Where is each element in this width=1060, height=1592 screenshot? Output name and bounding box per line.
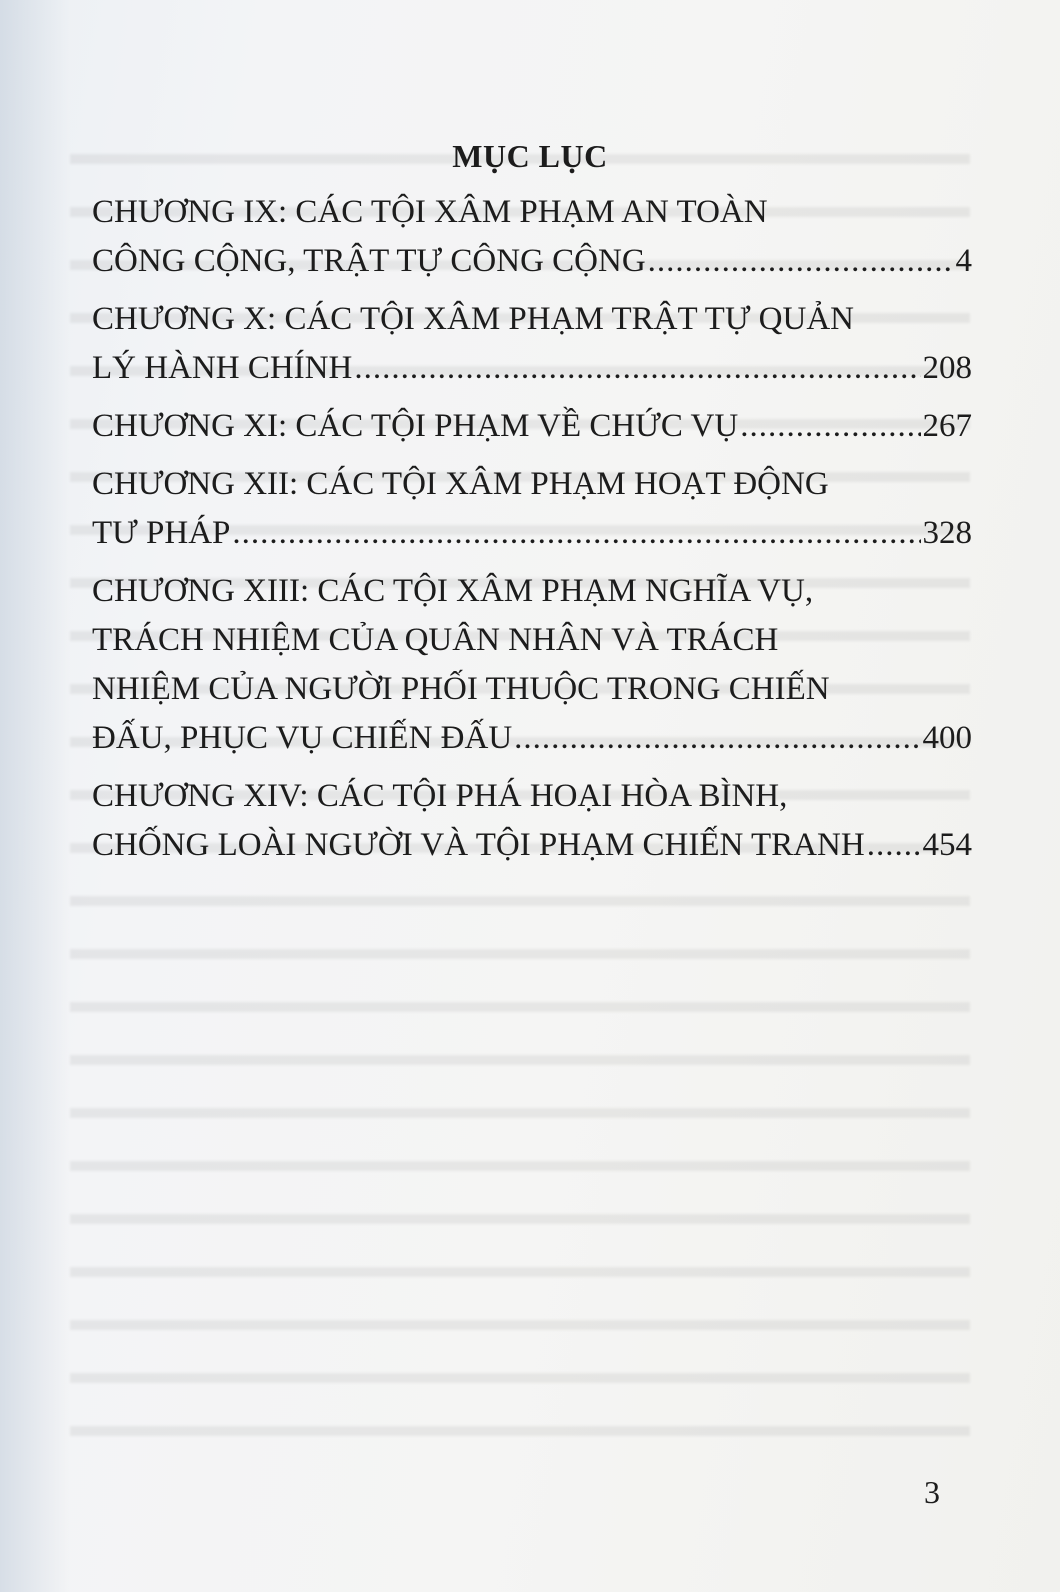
toc-entry-page: 208 xyxy=(922,350,972,386)
toc-entry-page: 4 xyxy=(955,243,972,279)
dot-leader xyxy=(867,821,921,870)
dot-leader xyxy=(648,237,954,286)
toc-entry-page: 267 xyxy=(922,408,972,444)
toc-entry-line: NHIỆM CỦA NGƯỜI PHỐI THUỘC TRONG CHIẾN xyxy=(92,671,830,707)
toc-entry-title-end: ĐẤU, PHỤC VỤ CHIẾN ĐẤU xyxy=(92,720,513,756)
toc-entry xyxy=(92,460,972,558)
toc-entry-final-line xyxy=(92,714,972,763)
toc-entry-final-line xyxy=(92,402,972,451)
toc-entry-title-end: CHỐNG LOÀI NGƯỜI VÀ TỘI PHẠM CHIẾN TRANH xyxy=(92,827,865,863)
spine-shadow xyxy=(0,0,70,1592)
toc-entry xyxy=(92,772,972,870)
toc-entry-final-line xyxy=(92,237,972,286)
toc-entry-page: 328 xyxy=(922,515,972,551)
page-number: 3 xyxy=(924,1474,940,1510)
toc-entry-final-line xyxy=(92,509,972,558)
toc-entry-line: CHƯƠNG X: CÁC TỘI XÂM PHẠM TRẬT TỰ QUẢN xyxy=(92,301,854,337)
toc-entry xyxy=(92,295,972,393)
dot-leader xyxy=(354,344,920,393)
toc-entry-page: 454 xyxy=(922,827,972,863)
toc-entry-final-line xyxy=(92,821,972,870)
toc-entry xyxy=(92,402,972,451)
toc-entry-line: CHƯƠNG XII: CÁC TỘI XÂM PHẠM HOẠT ĐỘNG xyxy=(92,466,829,502)
toc-entry-title-end: CHƯƠNG XI: CÁC TỘI PHẠM VỀ CHỨC VỤ xyxy=(92,408,739,444)
toc-entry xyxy=(92,567,972,763)
toc-entry xyxy=(92,188,972,286)
toc-entry-page: 400 xyxy=(922,720,972,756)
toc-heading: MỤC LỤC xyxy=(452,138,608,174)
toc-entry-title-end: LÝ HÀNH CHÍNH xyxy=(92,350,353,386)
toc-entry-title-end: TƯ PHÁP xyxy=(92,515,231,551)
toc-entry-line: CHƯƠNG XIV: CÁC TỘI PHÁ HOẠI HÒA BÌNH, xyxy=(92,778,788,814)
dot-leader xyxy=(740,402,920,451)
dot-leader xyxy=(232,509,920,558)
toc-entry-final-line xyxy=(92,344,972,393)
toc-entry-line: CHƯƠNG IX: CÁC TỘI XÂM PHẠM AN TOÀN xyxy=(92,194,768,230)
table-of-contents xyxy=(92,188,972,879)
toc-entry-line: CHƯƠNG XIII: CÁC TỘI XÂM PHẠM NGHĨA VỤ, xyxy=(92,573,814,609)
toc-entry-title-end: CÔNG CỘNG, TRẬT TỰ CÔNG CỘNG xyxy=(92,243,646,279)
dot-leader xyxy=(514,714,920,763)
toc-entry-line: TRÁCH NHIỆM CỦA QUÂN NHÂN VÀ TRÁCH xyxy=(92,622,779,658)
